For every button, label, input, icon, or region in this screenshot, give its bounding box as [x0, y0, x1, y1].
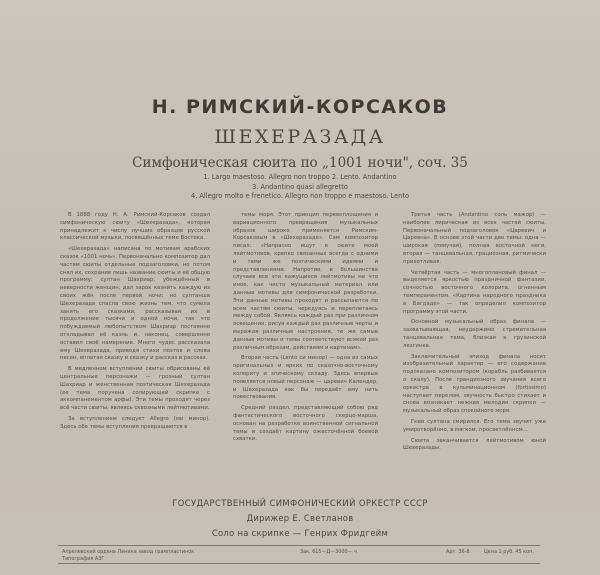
imprint-rule-bottom	[58, 563, 540, 564]
annotation-paragraph: За вступлением следует Allegro (ми минор). Здесь обе темы вступления превращаются в	[60, 415, 210, 430]
imprint-order: Зак. 615—Д—3000— ч	[300, 549, 357, 555]
annotation-paragraph: В медленном вступлении сюиты обрисованы её центральные персонажи — грозный султан Шахриар и женственная поэтическая Шехеразада (ее тема поручена солирующей скрипке с аккомпанементом арфы). Эти темы проходят через всё части сюиты, являясь сквозными лейтмотивами.	[60, 366, 210, 412]
imprint-article: Арт. 36-8.	[446, 549, 472, 555]
annotation-paragraph: Четвёртая часть — многоплановый финал — выделяется яркостью праздничной фантазии, сочностью восточного колорита, огненным темпераментом. «Картина народного праздника в Багдаде» — так определил композитор программу этой части.	[403, 269, 546, 315]
work-title: ШЕХЕРАЗАДА	[214, 126, 386, 148]
annotation-column-2	[233, 212, 378, 444]
annotation-paragraph: Гнев султана смирился. Его тема звучит уже умиротворённо, в мягком, просветлённом...	[403, 418, 546, 433]
annotation-paragraph: В 1888 году Н. А. Римский-Корсаков создал симфоническую сюиту «Шехеразада», которая принадлежит к числу лучших образцов русской классической музыки, посвящённых теме Востока.	[60, 212, 210, 242]
imprint-plant: Апрелевский ордена Ленина завод грампластинок	[62, 549, 195, 555]
work-subtitle: Симфоническая сюита по „1001 ночи", соч. 35	[132, 155, 468, 171]
movement-line: 4. Allegro molto e frenetico. Allegro non troppo e maestoso. Lento	[191, 192, 409, 201]
imprint-rule-top	[58, 545, 540, 546]
composer-name: Н. РИМСКИЙ-КОРСАКОВ	[151, 96, 449, 118]
annotation-paragraph: Заключительный эпизод финала носит изобразительный характер — его содержание подсказано композитором (корабль разбивается о скалу). После грандиозного звучания всего оркестра в кульминационном (fortissimo) наступает перелом, звучность быстро стихает и снова возникает нежная мелодия скрипки — музыкальный образ спокойного моря.	[403, 353, 546, 415]
movement-line: 3. Andantino quasi allegretto	[252, 182, 348, 191]
annotation-paragraph: Вторая часть (Lento си минор) — одна из самых оригинальных и ярких по сказочно-восточному колориту и эпическому складу. Здесь впервые появляется новый персонаж — царевич Календер, и Шехеразада как бы передаёт ему нить повествования.	[233, 355, 378, 401]
annotation-paragraph: «Шехеразада» написана по мотивам арабских сказок «1001 ночь». Первоначально композитор дал частям сюиты отдельные подзаголовки, но потом снял их, сохранив лишь название сюиты и её общую программу: султан Шахриар, убеждённый в неверности женщин, дал зарок казнить каждую из своих жён после первой ночи; но султанша Шехеразада спасла свою жизнь тем, что сумела занять его сказками, рассказывая их в продолжение тысячи и одной ночи, так что побуждаемый любопытством Шахриар постоянно откладывал её казнь и, наконец, совершенно оставил своё намерение. Много чудес рассказала ему Шехеразада, приводя стихи поэтов и слова песен, вплетая сказку в сказку и рассказ в рассказ.	[60, 246, 210, 362]
annotation-column-3	[403, 212, 546, 453]
soloist-credit: Соло на скрипке — Генрих Фридгейм	[211, 528, 389, 538]
annotation-paragraph: Основной музыкальный образ финала — захватывающая, неудержимо стремительная танцевальная тема, близкая к грузинской лезгинке.	[403, 319, 546, 349]
imprint-price: Цена 1 руб. 45 коп.	[484, 549, 534, 555]
annotation-paragraph: Средний раздел, представляющий собою ряд фантастического восточного скерцо-марша, основан на разработке воинственной сигнальной темы и создаёт картину ожесточённой боевой схватки.	[233, 405, 378, 443]
annotation-paragraph: Сюита заканчивается лейтмотивом юной Шехеразады.	[403, 437, 546, 452]
annotation-column-1	[60, 212, 210, 432]
conductor-credit: Дирижер Е. Светланов	[246, 513, 354, 523]
annotation-paragraph: темы моря. Этот принцип перевоплощения и вариационного превращения музыкальных образов широко применяется Римским-Корсаковым в «Шехеразаде». Сам композитор писал: «Напрасно ищут в сюите моей лейтмотивов, крепко связанных всегда с одними и теми же поэтическими идеями и представлениями. Напротив, в большинстве случаев все эти кажущиеся лейтмотивы не что иное, как чисто музыкальный материал или данные мотивы для симфонической разработки. Эти данные мотивы проходят и рассыпаются по всем частям сюиты, чередуясь и переплетаясь между собой. Являясь каждый раз при различном освещении, рисуя каждый раз различные черты и выражая различные настроения, те же самые данные мотивы и темы соответствуют всякий раз различным образам, действиям и картинам».	[233, 212, 378, 351]
movement-line: 1. Largo maestoso. Allegro non troppo 2. Lento. Andantino	[203, 173, 397, 181]
annotation-paragraph: Третья часть (Andantino соль мажор) — наиболее лирическая из всех частей сюиты. Первоначальный подзаголовок «Царевич и Царевна». В основе этой части две темы: одна — широкая (певучая), полная восточной неги, вторая — танцевальная, грациозная, ритмически прихотливая.	[403, 212, 546, 265]
movement-list	[0, 173, 600, 202]
orchestra-credit: ГОСУДАРСТВЕННЫЙ СИМФОНИЧЕСКИЙ ОРКЕСТР СССР	[172, 498, 428, 508]
imprint-printer: Типография АЗГ	[62, 556, 105, 562]
